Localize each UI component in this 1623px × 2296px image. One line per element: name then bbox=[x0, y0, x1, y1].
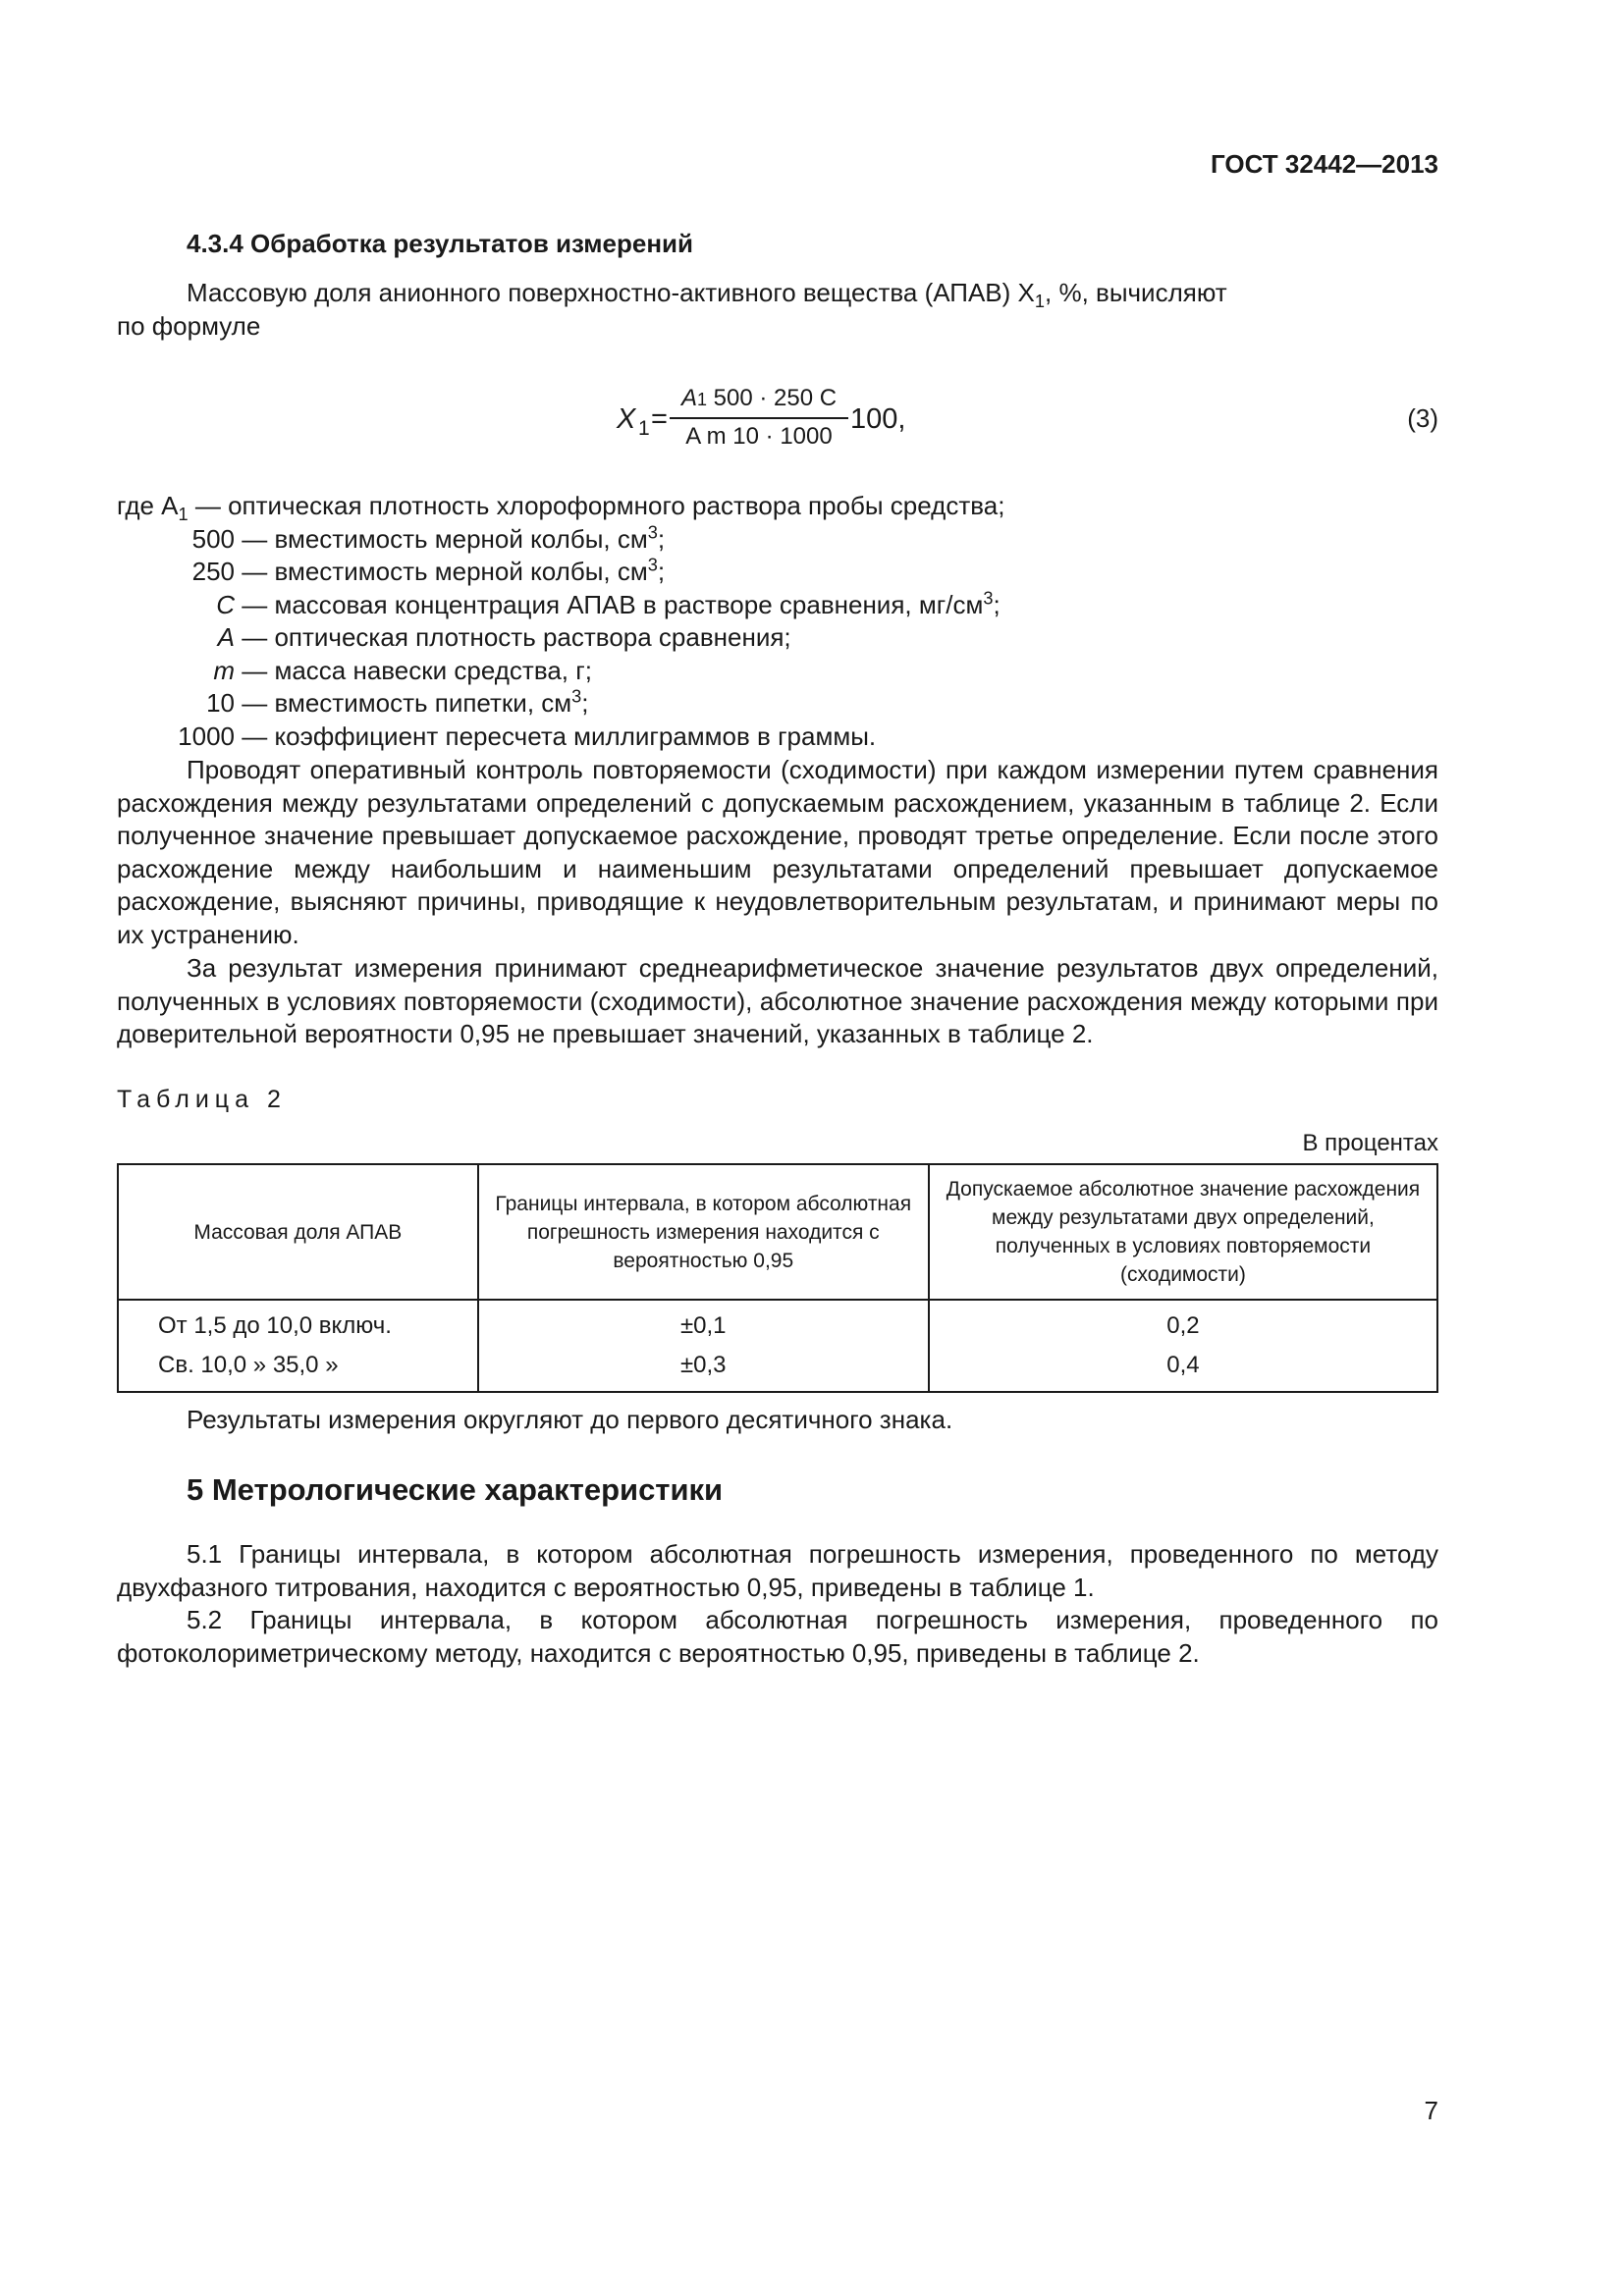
formula-fraction bbox=[670, 385, 848, 451]
formula-multiplier: 100, bbox=[850, 403, 906, 435]
legend-item: 1000 — коэффициент пересчета миллиграммов в граммы. bbox=[178, 721, 877, 751]
table-header-row bbox=[118, 1164, 1437, 1300]
standard-number: ГОСТ 32442—2013 bbox=[1211, 149, 1438, 179]
legend-item: m — масса навески средства, г; bbox=[213, 655, 592, 685]
table-row bbox=[118, 1346, 1437, 1392]
intro-text-end: , %, вычисляют bbox=[1045, 278, 1227, 307]
table-cell: ±0,1 bbox=[478, 1300, 929, 1346]
page-number: 7 bbox=[1424, 2096, 1438, 2125]
formula-numerator: A1 500 · 250 C bbox=[670, 385, 848, 419]
formula-x-sub: 1 bbox=[638, 417, 650, 440]
table-units: В процентах bbox=[1302, 1130, 1438, 1156]
formula-legend bbox=[117, 490, 1004, 753]
intro-paragraph bbox=[117, 277, 1438, 343]
table-header-cell: Границы интервала, в котором абсолютная погрешность измерения находится с вероятностью 0,95 bbox=[478, 1164, 929, 1300]
intro-text: Массовую доля анионного поверхностно-активного вещества (АПАВ) X bbox=[187, 278, 1035, 307]
table-cell: 0,4 bbox=[929, 1346, 1437, 1392]
table-cell: ±0,3 bbox=[478, 1346, 929, 1392]
table-2 bbox=[117, 1163, 1438, 1393]
legend-item: 500 — вместимость мерной колбы, $см^3$; bbox=[191, 521, 666, 554]
intro-text-line2: по формуле bbox=[117, 310, 261, 341]
table-header-cell: Допускаемое абсолютное значение расхождения между результатами двух определений, полученных в условиях повторяемости (сходимости) bbox=[929, 1164, 1437, 1300]
legend-item: A — оптическая плотность раствора сравнения; bbox=[217, 622, 791, 652]
legend-item: C — массовая концентрация АПАВ в растворе сравнения, $мг/см^3$; bbox=[216, 587, 1001, 619]
formula-number: (3) bbox=[1407, 403, 1438, 433]
legend-item: 250 — вместимость мерной колбы, $см^3$; bbox=[191, 555, 666, 586]
table-cell: Св. 10,0 » 35,0 » bbox=[118, 1346, 478, 1392]
section-heading-5: 5 Метрологические характеристики bbox=[187, 1472, 724, 1507]
rounding-note: Результаты измерения округляют до первого десятичного знака. bbox=[187, 1405, 953, 1434]
paragraph-5-2: 5.2 Границы интервала, в котором абсолютная погрешность измерения, проведенного по фотоколориметрическому методу, находится с вероятностью 0,95, приведены в таблице 2. bbox=[117, 1605, 1438, 1668]
paragraph-5-1: 5.1 Границы интервала, в котором абсолютная погрешность измерения, проведенного по методу двухфазного титрования, находится с вероятностью 0,95, приведены в таблице 1. bbox=[117, 1539, 1438, 1602]
table-row bbox=[118, 1300, 1437, 1346]
formula-denominator: A m 10 · 1000 bbox=[685, 423, 833, 450]
formula-x: X bbox=[617, 403, 636, 435]
table-cell: От 1,5 до 10,0 включ. bbox=[118, 1300, 478, 1346]
legend-item: где $A_1$ — оптическая плотность хлороформного раствора пробы средства; bbox=[117, 491, 1005, 525]
paragraph-repeatability-control: Проводят оперативный контроль повторяемости (сходимости) при каждом измерении путем сравнения расхождения между результатами определений с допускаемым расхождением, указанным в таблице 2. Если полученное значение превышает допускаемое расхождение, проводят третье определение. Если после этого расхождение между наибольшим и наименьшим результатами определений превышает допускаемое расхождение, выясняют причины, приводящие к неудовлетворительным результатам, и принимают меры по их устранению. bbox=[117, 755, 1438, 949]
section-heading-4-3-4: 4.3.4 Обработка результатов измерений bbox=[187, 229, 693, 258]
table-header-cell: Массовая доля АПАВ bbox=[118, 1164, 478, 1300]
formula-equals: = bbox=[651, 403, 668, 435]
intro-subscript: 1 bbox=[1034, 292, 1045, 312]
legend-item: 10 — вместимость пипетки, $см^3$; bbox=[206, 686, 589, 718]
paragraph-result-definition: За результат измерения принимают среднеарифметическое значение результатов двух определений, полученных в условиях повторяемости (сходимости), абсолютное значение расхождения между которыми при доверительной вероятности 0,95 не превышает значений, указанных в таблице 2. bbox=[117, 953, 1438, 1048]
table-cell: 0,2 bbox=[929, 1300, 1437, 1346]
table-caption: Таблица 2 bbox=[117, 1086, 287, 1113]
